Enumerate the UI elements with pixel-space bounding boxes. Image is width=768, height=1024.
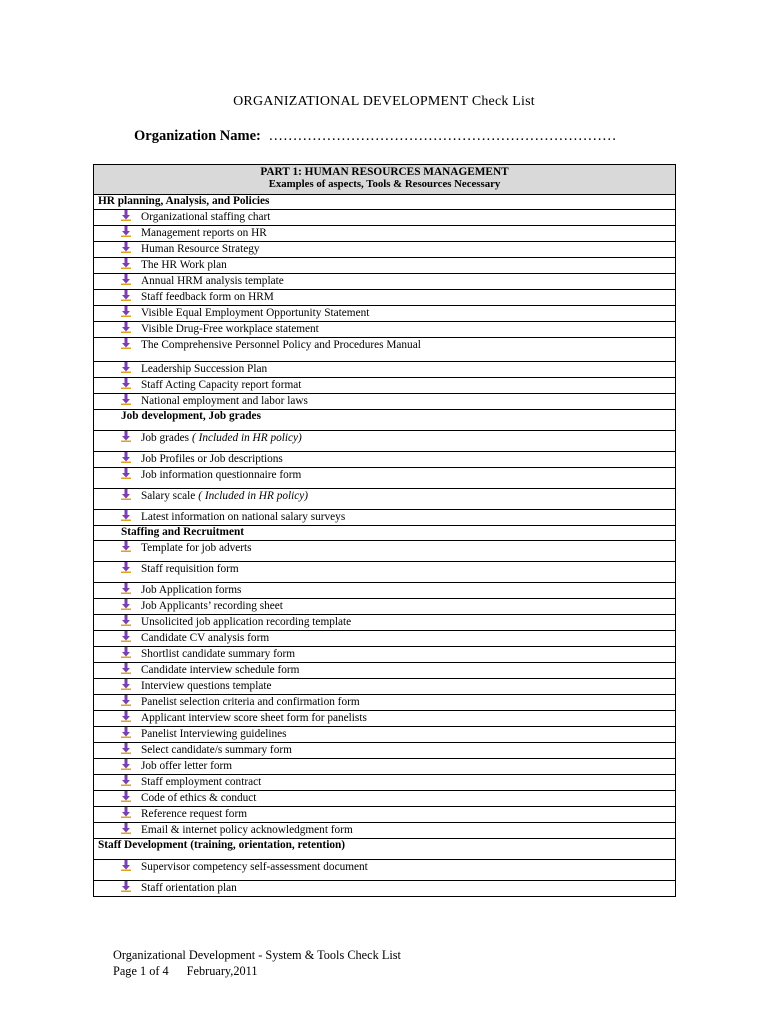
checklist-item-label: Supervisor competency self-assessment document <box>141 861 368 873</box>
checklist-item-row <box>94 615 676 631</box>
down-arrow-bullet-icon <box>121 338 131 349</box>
checklist-item-cell <box>94 306 676 322</box>
checklist-item-row <box>94 562 676 583</box>
checklist-item-label: Latest information on national salary surveys <box>141 511 346 523</box>
checklist-item-cell <box>94 258 676 274</box>
checklist-item-label: Job information questionnaire form <box>141 469 302 481</box>
checklist-item-cell <box>94 599 676 615</box>
down-arrow-bullet-icon <box>121 695 131 706</box>
organization-name-field[interactable]: ……………………………………………………………… <box>268 128 617 144</box>
down-arrow-bullet-icon <box>121 452 131 463</box>
checklist-item-row <box>94 338 676 362</box>
down-arrow-bullet-icon <box>121 306 131 317</box>
checklist-item-label: Human Resource Strategy <box>141 243 260 255</box>
checklist-item-label: Candidate CV analysis form <box>141 632 270 644</box>
checklist-item-row <box>94 727 676 743</box>
checklist-item-cell <box>94 807 676 823</box>
checklist-item-cell <box>94 431 676 452</box>
checklist-item-label: Job Applicants’ recording sheet <box>141 600 283 612</box>
checklist-item-label: Reference request form <box>141 808 248 820</box>
down-arrow-bullet-icon <box>121 226 131 237</box>
checklist-item-label: Management reports on HR <box>141 227 267 239</box>
checklist-item-cell <box>94 711 676 727</box>
part-header-cell <box>94 165 676 195</box>
checklist-item-row <box>94 860 676 881</box>
checklist-item-label: Applicant interview score sheet form for panelists <box>141 712 367 724</box>
organization-name-label: Organization Name: <box>134 128 261 144</box>
checklist-item-row <box>94 242 676 258</box>
checklist-item-label: Shortlist candidate summary form <box>141 648 296 660</box>
checklist-item-row <box>94 807 676 823</box>
page-footer <box>113 947 401 979</box>
checklist-item-label: Staff Acting Capacity report format <box>141 379 302 391</box>
down-arrow-bullet-icon <box>121 823 131 834</box>
checklist-item-row <box>94 759 676 775</box>
checklist-item-label: Salary scale <box>141 490 196 502</box>
checklist-item-row <box>94 791 676 807</box>
checklist-item-label: Visible Equal Employment Opportunity Statement <box>141 307 370 319</box>
footer-title: Organizational Development - System & Tools Check List <box>113 948 401 962</box>
down-arrow-bullet-icon <box>121 468 131 479</box>
checklist-item-cell <box>94 860 676 881</box>
checklist-item-row <box>94 290 676 306</box>
down-arrow-bullet-icon <box>121 210 131 221</box>
organization-name-line <box>134 128 616 145</box>
checklist-item-note: ( Included in HR policy) <box>198 490 309 502</box>
checklist-item-label: Job Profiles or Job descriptions <box>141 453 283 465</box>
checklist-item-cell <box>94 881 676 897</box>
checklist-item-label: Panelist Interviewing guidelines <box>141 728 287 740</box>
checklist-item-row <box>94 541 676 562</box>
checklist-item-row <box>94 510 676 526</box>
down-arrow-bullet-icon <box>121 431 131 442</box>
down-arrow-bullet-icon <box>121 394 131 405</box>
checklist-item-label: Select candidate/s summary form <box>141 744 292 756</box>
down-arrow-bullet-icon <box>121 510 131 521</box>
checklist-item-note: ( Included in HR policy) <box>192 432 302 444</box>
checklist-item-label: Staff orientation plan <box>141 882 237 894</box>
section-heading: HR planning, Analysis, and Policies <box>94 195 676 210</box>
checklist-item-row <box>94 468 676 489</box>
checklist-item-cell <box>94 791 676 807</box>
checklist-item-cell <box>94 679 676 695</box>
checklist-item-label: Job offer letter form <box>141 760 233 772</box>
down-arrow-bullet-icon <box>121 274 131 285</box>
checklist-item-cell <box>94 510 676 526</box>
down-arrow-bullet-icon <box>121 599 131 610</box>
down-arrow-bullet-icon <box>121 489 131 500</box>
checklist-item-row <box>94 881 676 897</box>
checklist-item-row <box>94 210 676 226</box>
down-arrow-bullet-icon <box>121 615 131 626</box>
checklist-item-row <box>94 711 676 727</box>
checklist-item-label: Annual HRM analysis template <box>141 275 284 287</box>
checklist-item-cell <box>94 489 676 510</box>
checklist-item-cell <box>94 759 676 775</box>
checklist-table <box>93 164 676 897</box>
checklist-item-cell <box>94 468 676 489</box>
checklist-item-cell <box>94 562 676 583</box>
checklist-item-row <box>94 583 676 599</box>
down-arrow-bullet-icon <box>121 362 131 373</box>
section-heading-row <box>94 526 676 541</box>
checklist-item-row <box>94 599 676 615</box>
checklist-item-cell <box>94 743 676 759</box>
checklist-item-label: Panelist selection criteria and confirmation form <box>141 696 360 708</box>
checklist-item-row <box>94 322 676 338</box>
checklist-item-row <box>94 431 676 452</box>
checklist-item-label: Staff feedback form on HRM <box>141 291 274 303</box>
section-heading: Staff Development (training, orientation, retention) <box>94 839 676 860</box>
checklist-item-label: The Comprehensive Personnel Policy and Procedures Manual <box>141 339 421 351</box>
checklist-item-label: Organizational staffing chart <box>141 211 271 223</box>
checklist-item-row <box>94 226 676 242</box>
down-arrow-bullet-icon <box>121 807 131 818</box>
checklist-item-cell <box>94 695 676 711</box>
down-arrow-bullet-icon <box>121 647 131 658</box>
down-arrow-bullet-icon <box>121 679 131 690</box>
checklist-item-row <box>94 695 676 711</box>
checklist-item-row <box>94 394 676 410</box>
checklist-item-cell <box>94 663 676 679</box>
checklist-item-row <box>94 631 676 647</box>
down-arrow-bullet-icon <box>121 791 131 802</box>
checklist-item-cell <box>94 775 676 791</box>
checklist-item-label: National employment and labor laws <box>141 395 308 407</box>
checklist-item-cell <box>94 378 676 394</box>
checklist-item-label: Template for job adverts <box>141 542 252 554</box>
checklist-item-cell <box>94 541 676 562</box>
checklist-item-cell <box>94 242 676 258</box>
part-header-row <box>94 165 676 195</box>
checklist-item-cell <box>94 394 676 410</box>
checklist-item-label: Job grades <box>141 432 190 444</box>
down-arrow-bullet-icon <box>121 743 131 754</box>
down-arrow-bullet-icon <box>121 322 131 333</box>
checklist-item-row <box>94 362 676 378</box>
checklist-item-cell <box>94 647 676 663</box>
checklist-item-label: The HR Work plan <box>141 259 227 271</box>
footer-date: February,2011 <box>186 964 258 978</box>
footer-page-line <box>113 963 401 979</box>
checklist-item-label: Visible Drug-Free workplace statement <box>141 323 319 335</box>
section-heading-row <box>94 839 676 860</box>
checklist-item-cell <box>94 362 676 378</box>
checklist-item-cell <box>94 583 676 599</box>
down-arrow-bullet-icon <box>121 562 131 573</box>
checklist-item-cell <box>94 452 676 468</box>
checklist-item-row <box>94 258 676 274</box>
checklist-item-row <box>94 489 676 510</box>
checklist-item-cell <box>94 338 676 362</box>
down-arrow-bullet-icon <box>121 631 131 642</box>
down-arrow-bullet-icon <box>121 583 131 594</box>
checklist-item-row <box>94 647 676 663</box>
down-arrow-bullet-icon <box>121 711 131 722</box>
down-arrow-bullet-icon <box>121 378 131 389</box>
section-heading-row <box>94 410 676 431</box>
down-arrow-bullet-icon <box>121 541 131 552</box>
document-title: ORGANIZATIONAL DEVELOPMENT Check List <box>233 94 535 109</box>
checklist-item-cell <box>94 727 676 743</box>
section-heading: Staffing and Recruitment <box>94 526 676 541</box>
checklist-item-label: Staff employment contract <box>141 776 262 788</box>
down-arrow-bullet-icon <box>121 242 131 253</box>
checklist-item-label: Code of ethics & conduct <box>141 792 257 804</box>
checklist-item-row <box>94 663 676 679</box>
checklist-item-cell <box>94 226 676 242</box>
footer-page-number: Page 1 of 4 <box>113 964 169 978</box>
checklist-item-cell <box>94 274 676 290</box>
checklist-item-row <box>94 378 676 394</box>
down-arrow-bullet-icon <box>121 727 131 738</box>
checklist-item-row <box>94 823 676 839</box>
checklist-item-cell <box>94 290 676 306</box>
down-arrow-bullet-icon <box>121 775 131 786</box>
checklist-item-row <box>94 306 676 322</box>
down-arrow-bullet-icon <box>121 881 131 892</box>
checklist-item-cell <box>94 631 676 647</box>
checklist-item-cell <box>94 322 676 338</box>
checklist-item-label: Email & internet policy acknowledgment form <box>141 824 353 836</box>
down-arrow-bullet-icon <box>121 290 131 301</box>
checklist-item-label: Staff requisition form <box>141 563 239 575</box>
down-arrow-bullet-icon <box>121 860 131 871</box>
part-subtitle: Examples of aspects, Tools & Resources Necessary <box>268 178 501 190</box>
checklist-item-label: Leadership Succession Plan <box>141 363 268 375</box>
section-heading: Job development, Job grades <box>94 410 676 431</box>
part-title: PART 1: HUMAN RESOURCES MANAGEMENT <box>260 166 509 178</box>
checklist-item-cell <box>94 823 676 839</box>
checklist-item-label: Unsolicited job application recording template <box>141 616 352 628</box>
checklist-item-row <box>94 743 676 759</box>
checklist-item-row <box>94 679 676 695</box>
section-heading-row <box>94 195 676 210</box>
checklist-item-row <box>94 775 676 791</box>
down-arrow-bullet-icon <box>121 759 131 770</box>
checklist-item-row <box>94 452 676 468</box>
checklist-item-label: Job Application forms <box>141 584 242 596</box>
checklist-item-row <box>94 274 676 290</box>
down-arrow-bullet-icon <box>121 663 131 674</box>
checklist-item-cell <box>94 615 676 631</box>
checklist-item-label: Interview questions template <box>141 680 272 692</box>
down-arrow-bullet-icon <box>121 258 131 269</box>
checklist-item-cell <box>94 210 676 226</box>
checklist-item-label: Candidate interview schedule form <box>141 664 300 676</box>
